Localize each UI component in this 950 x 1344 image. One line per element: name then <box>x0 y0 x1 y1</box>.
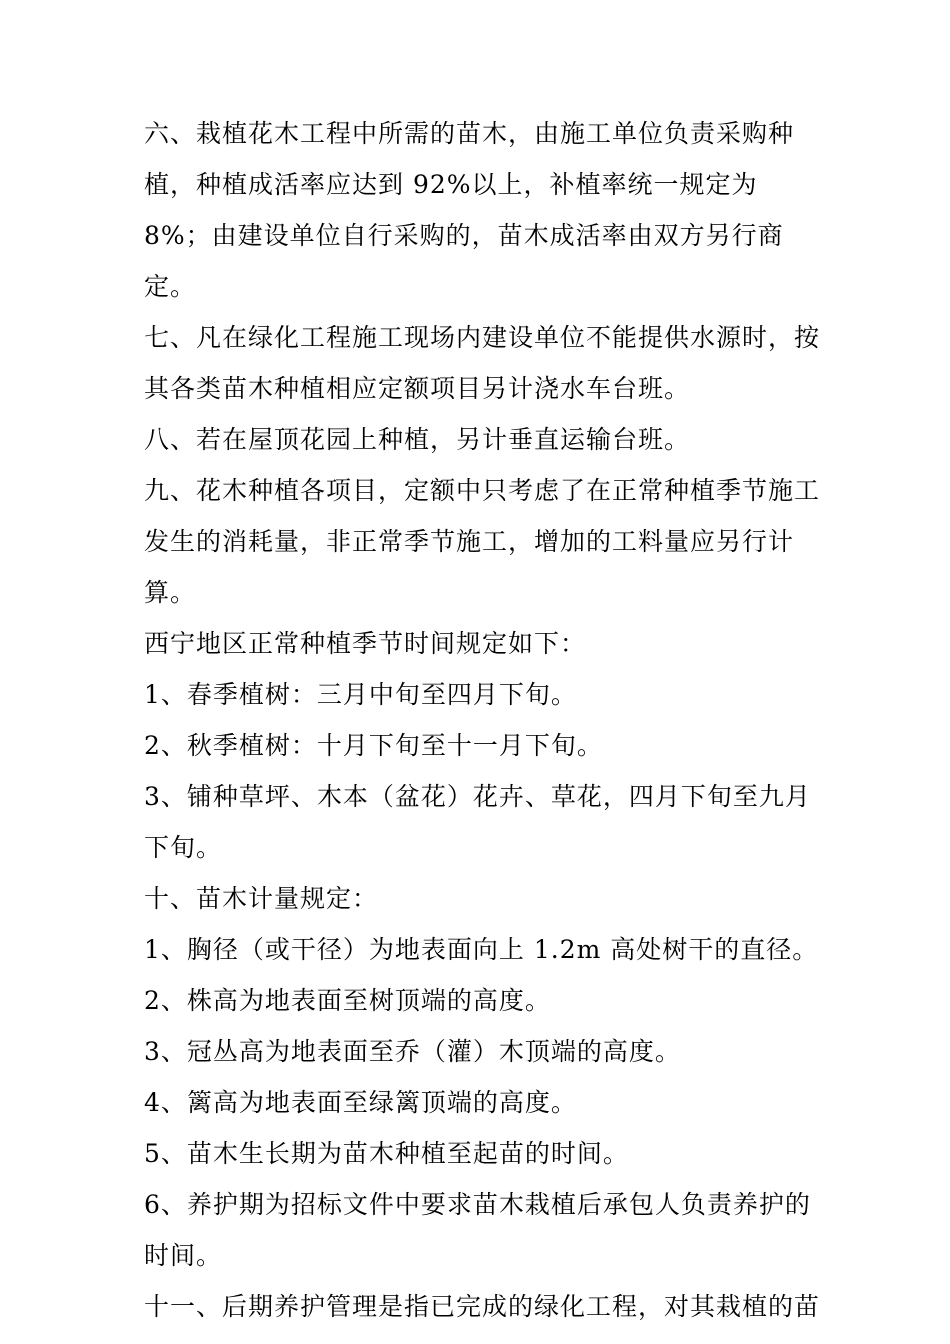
paragraph-autumn-planting: 2、秋季植树：十月下旬至十一月下旬。 <box>144 731 603 760</box>
paragraph-ten: 十、苗木计量规定： <box>144 884 379 913</box>
paragraph-measure-2: 2、株高为地表面至树顶端的高度。 <box>144 986 551 1015</box>
paragraph-measure-4: 4、篱高为地表面至绿篱顶端的高度。 <box>144 1088 577 1117</box>
paragraph-measure-3: 3、冠丛高为地表面至乔（灌）木顶端的高度。 <box>144 1037 681 1066</box>
paragraph-spring-planting: 1、春季植树：三月中旬至四月下旬。 <box>144 680 577 709</box>
paragraph-season-intro: 西宁地区正常种植季节时间规定如下： <box>144 629 587 658</box>
paragraph-seven: 七、凡在绿化工程施工现场内建设单位不能提供水源时，按其各类苗木种植相应定额项目另计浇水车台班。 <box>144 323 821 403</box>
paragraph-eight: 八、若在屋顶花园上种植，另计垂直运输台班。 <box>144 425 691 454</box>
paragraph-measure-5: 5、苗木生长期为苗木种植至起苗的时间。 <box>144 1139 629 1168</box>
paragraph-measure-6: 6、养护期为招标文件中要求苗木栽植后承包人负责养护的时间。 <box>144 1190 811 1270</box>
paragraph-measure-1: 1、胸径（或干径）为地表面向上 1.2m 高处树干的直径。 <box>144 935 819 964</box>
paragraph-eleven: 十一、后期养护管理是指已完成的绿化工程，对其栽植的苗 <box>144 1292 821 1321</box>
document-body <box>144 108 824 1332</box>
paragraph-nine: 九、花木种植各项目，定额中只考虑了在正常种植季节施工发生的消耗量，非正常季节施工，增加的工料量应另行计算。 <box>144 476 821 607</box>
paragraph-six: 六、栽植花木工程中所需的苗木，由施工单位负责采购种植，种植成活率应达到 92%以上，补植率统一规定为 8%；由建设单位自行采购的，苗木成活率由双方另行商定。 <box>144 119 795 301</box>
paragraph-lawn-flowers: 3、铺种草坪、木本（盆花）花卉、草花，四月下旬至九月下旬。 <box>144 782 811 862</box>
